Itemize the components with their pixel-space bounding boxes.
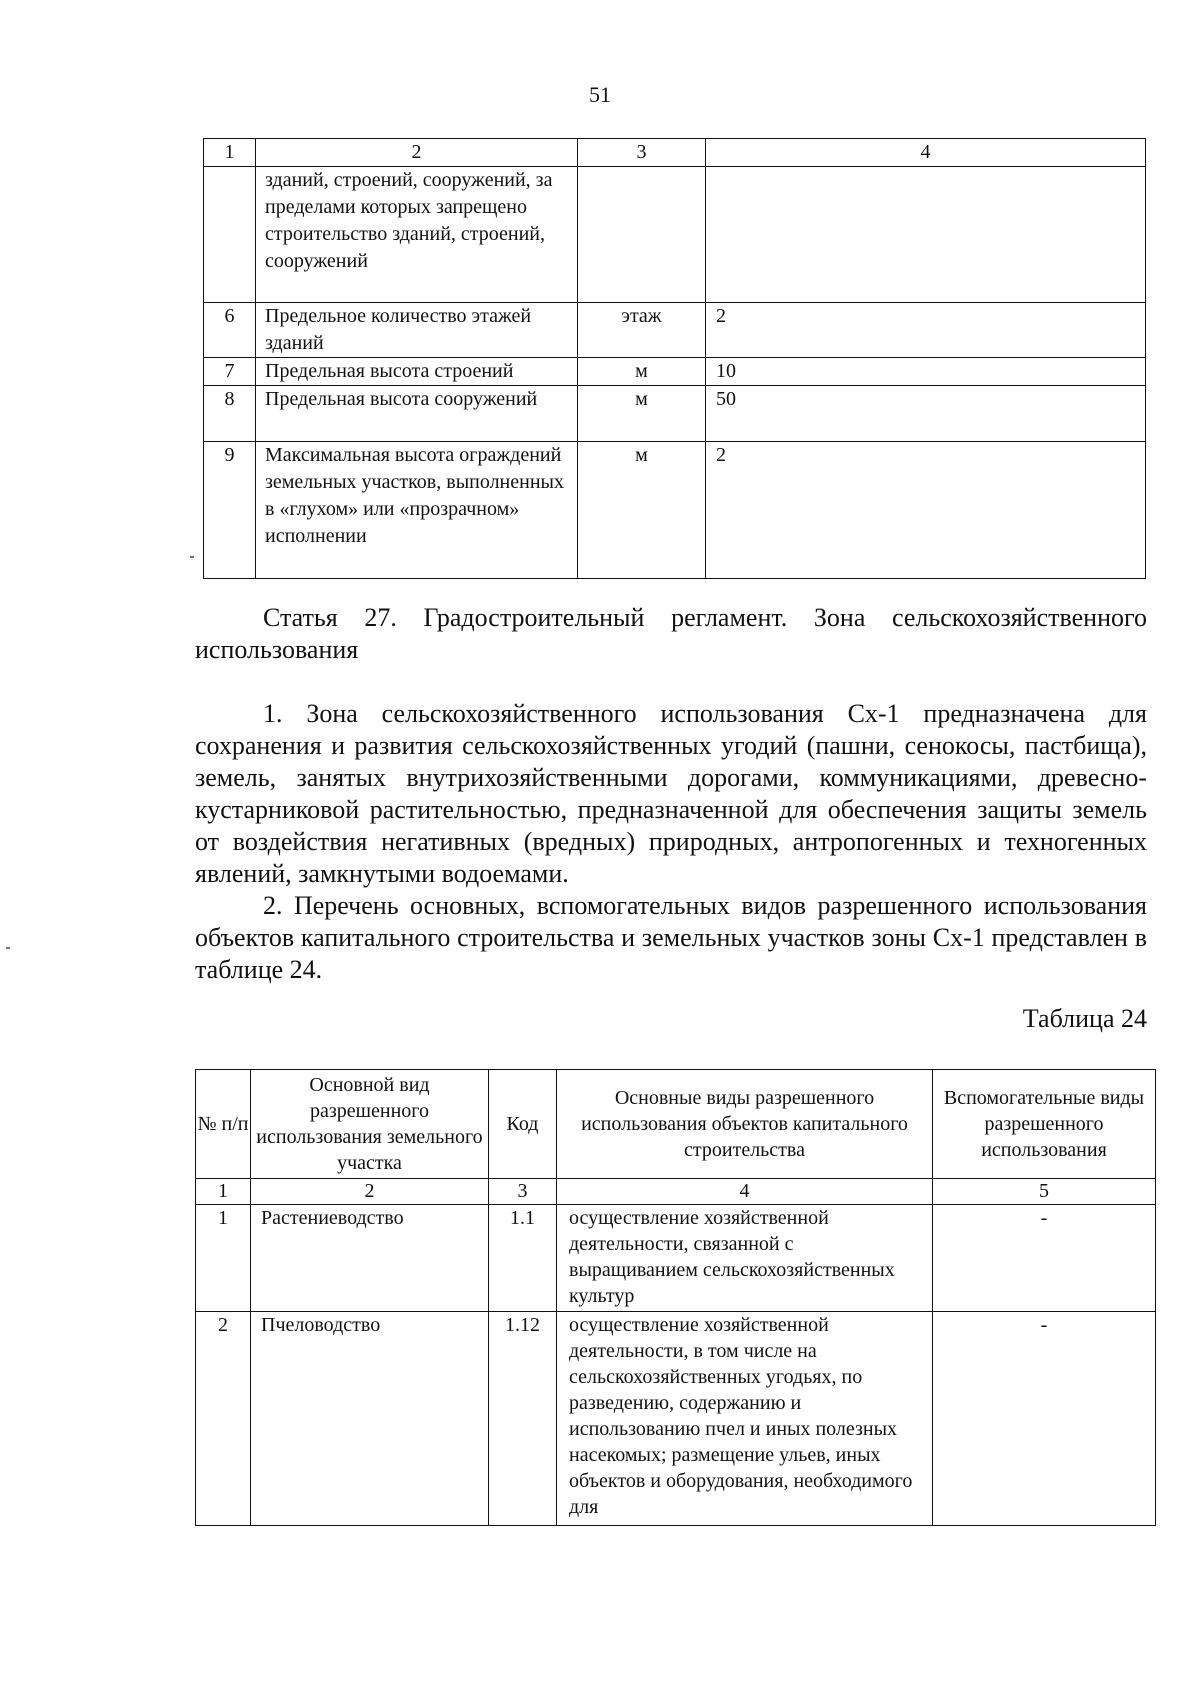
- page-number: 51: [589, 82, 611, 107]
- table-row: [204, 303, 1146, 358]
- parameter-unit: м: [578, 442, 706, 579]
- table-24: [195, 1069, 1156, 1526]
- parameter-unit: этаж: [578, 303, 706, 358]
- column-number: 5: [933, 1179, 1156, 1205]
- parameter-value: [706, 167, 1146, 303]
- header-main-land-use: Основной вид разрешенного использования земельного участка: [251, 1070, 489, 1179]
- column-number: 2: [256, 139, 578, 167]
- auxiliary-use: -: [933, 1312, 1156, 1526]
- table-row: [196, 1205, 1156, 1312]
- header-auxiliary-use: Вспомогательные виды разрешенного использования: [933, 1070, 1156, 1179]
- land-use-type: Растениеводство: [251, 1205, 489, 1312]
- column-number: 1: [196, 1179, 251, 1205]
- table-column-numbers-row: [196, 1179, 1156, 1205]
- use-code: 1.1: [489, 1205, 557, 1312]
- parameter-unit: м: [578, 386, 706, 442]
- capital-use-description: осуществление хозяйственной деятельности, в том числе на сельскохозяйственных угодьях, по разведению, содержанию и использованию пчел и иных полезных насекомых; размещение ульев, иных объектов и оборудования, необходимого для: [557, 1312, 933, 1526]
- column-number: 4: [557, 1179, 933, 1205]
- header-main-capital-use: Основные виды разрешенного использования объектов капитального строительства: [557, 1070, 933, 1179]
- parameter-name: Предельная высота сооружений: [256, 386, 578, 442]
- row-number: 6: [204, 303, 256, 358]
- row-number: 1: [196, 1205, 251, 1312]
- table-row: [204, 386, 1146, 442]
- header-num: № п/п: [196, 1070, 251, 1179]
- article-heading: Статья 27. Градостроительный регламент. Зона сельскохозяйственного использования: [195, 603, 1147, 664]
- land-use-type: Пчеловодство: [251, 1312, 489, 1526]
- parameter-value: 10: [706, 358, 1146, 386]
- parameter-name: Предельная высота строений: [256, 358, 578, 386]
- scan-speck: [6, 947, 10, 949]
- parameter-value: 2: [706, 303, 1146, 358]
- capital-use-description: осуществление хозяйственной деятельности, связанной с выращиванием сельскохозяйственных культур: [557, 1205, 933, 1312]
- parameter-value: 2: [706, 442, 1146, 579]
- row-number: 2: [196, 1312, 251, 1526]
- table-header-row: [196, 1070, 1156, 1179]
- row-number: 7: [204, 358, 256, 386]
- parameter-unit: [578, 167, 706, 303]
- use-code: 1.12: [489, 1312, 557, 1526]
- parameter-name: Максимальная высота ограждений земельных участков, выполненных в «глухом» или «прозрачном» исполнении: [256, 442, 578, 579]
- column-number: 2: [251, 1179, 489, 1205]
- column-number: 3: [578, 139, 706, 167]
- table-caption: Таблица 24: [1022, 1004, 1147, 1033]
- auxiliary-use: -: [933, 1205, 1156, 1312]
- table-column-numbers-row: [204, 139, 1146, 167]
- row-number: 9: [204, 442, 256, 579]
- table-row: [204, 358, 1146, 386]
- continued-parameters-table: [203, 138, 1146, 579]
- column-number: 3: [489, 1179, 557, 1205]
- scan-speck: [190, 556, 194, 558]
- table-row: [204, 442, 1146, 579]
- table-row: [196, 1312, 1156, 1526]
- parameter-name: зданий, строений, сооружений, за пределами которых запрещено строительство зданий, строений, сооружений: [256, 167, 578, 303]
- row-number: 8: [204, 386, 256, 442]
- header-code: Код: [489, 1070, 557, 1179]
- table-row: [204, 167, 1146, 303]
- column-number: 4: [706, 139, 1146, 167]
- paragraph-1: 1. Зона сельскохозяйственного использования Сх-1 предназначена для сохранения и развития сельскохозяйственных угодий (пашни, сенокосы, пастбища), земель, занятых внутрихозяйственными дорогами, коммуникациями, древесно-кустарниковой растительностью, предназначенной для обеспечения защиты земель от воздействия негативных (вредных) природных, антропогенных и техногенных явлений, замкнутыми водоемами.: [195, 699, 1147, 888]
- parameter-name: Предельное количество этажей зданий: [256, 303, 578, 358]
- parameter-value: 50: [706, 386, 1146, 442]
- parameter-unit: м: [578, 358, 706, 386]
- row-number: [204, 167, 256, 303]
- column-number: 1: [204, 139, 256, 167]
- paragraph-2: 2. Перечень основных, вспомогательных видов разрешенного использования объектов капитального строительства и земельных участков зоны Сх-1 представлен в таблице 24.: [195, 891, 1147, 984]
